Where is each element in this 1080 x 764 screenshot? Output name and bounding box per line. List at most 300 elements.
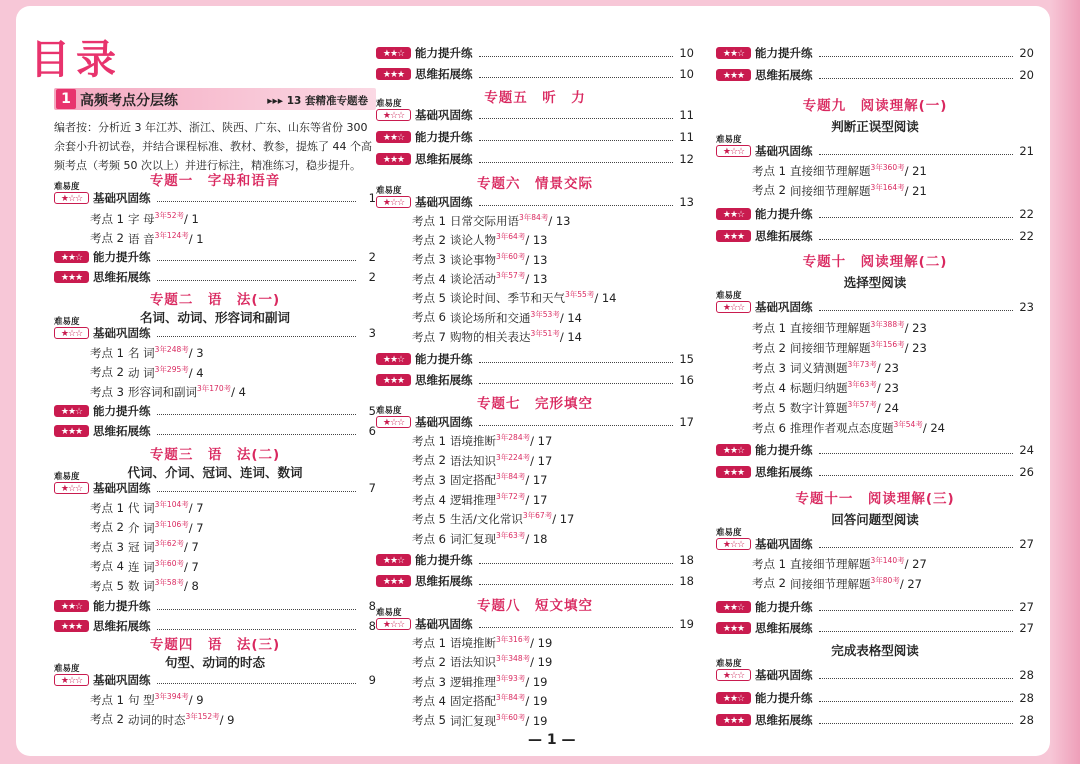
kp-title: 直接细节理解题 — [790, 556, 871, 571]
page-ref: 21 — [1019, 144, 1034, 158]
knowledge-point[interactable] — [412, 231, 548, 248]
dot-leader — [157, 434, 357, 435]
level-label: 思维拓展练 — [415, 574, 473, 588]
difficulty-stars: ★★★ — [376, 575, 411, 587]
banner-title: 高频考点分层练 — [80, 93, 178, 109]
dot-leader — [819, 78, 1014, 79]
kp-title: 语法知识 — [450, 453, 496, 468]
kp-title: 句 型 — [128, 692, 155, 707]
toc-entry[interactable] — [376, 106, 694, 124]
page-title: 目录 — [30, 37, 122, 83]
dot-leader — [479, 205, 674, 206]
difficulty-stars: ★☆☆ — [54, 482, 89, 494]
toc-entry[interactable] — [54, 671, 376, 689]
dot-leader — [819, 723, 1014, 724]
kp-number: 考点 3 — [412, 252, 446, 267]
toc-entry[interactable] — [716, 619, 1034, 637]
kp-page: / 23 — [876, 360, 899, 375]
kp-page: / 19 — [530, 655, 553, 670]
kp-page: / 23 — [876, 380, 899, 395]
kp-title: 代 词 — [128, 500, 155, 515]
kp-frequency: 3年388考 — [870, 320, 905, 329]
kp-title: 间接细节理解题 — [790, 340, 871, 355]
difficulty-stars: ★★★ — [376, 153, 411, 165]
topic-subtitle: 选择型阅读 — [843, 275, 907, 290]
toc-entry[interactable] — [376, 44, 694, 62]
toc-entry[interactable] — [54, 268, 376, 286]
toc-entry[interactable] — [716, 441, 1034, 459]
kp-number: 考点 1 — [412, 635, 446, 650]
difficulty-stars: ★☆☆ — [376, 416, 411, 428]
kp-page: / 21 — [904, 183, 927, 198]
kp-page: / 4 — [231, 384, 246, 399]
kp-number: 考点 7 — [412, 329, 446, 344]
kp-title: 直接细节理解题 — [790, 163, 871, 178]
level-label: 能力提升练 — [415, 46, 473, 60]
kp-number: 考点 3 — [90, 384, 124, 399]
kp-page: / 13 — [525, 271, 548, 286]
kp-page: / 21 — [904, 163, 927, 178]
kp-page: / 17 — [530, 453, 553, 468]
knowledge-point[interactable] — [90, 364, 204, 381]
kp-title: 日常交际用语 — [450, 213, 519, 228]
page-ref: 27 — [1019, 621, 1034, 635]
topic-heading: 专题九 阅读理解(一) — [802, 98, 948, 114]
kp-page: / 17 — [530, 433, 553, 448]
page-ref: 16 — [679, 373, 694, 387]
page-ref: 6 — [368, 424, 376, 438]
difficulty-stars: ★☆☆ — [716, 538, 751, 550]
kp-number: 考点 3 — [90, 539, 124, 554]
section-banner — [54, 88, 376, 110]
difficulty-stars: ★★★ — [716, 622, 751, 634]
kp-frequency: 3年84考 — [519, 213, 549, 222]
kp-title: 语 音 — [128, 231, 155, 246]
kp-number: 考点 5 — [412, 713, 446, 728]
toc-entry[interactable] — [376, 615, 694, 633]
knowledge-point[interactable] — [412, 510, 574, 527]
knowledge-point[interactable] — [90, 558, 199, 575]
level-label: 思维拓展练 — [755, 68, 813, 82]
knowledge-point[interactable] — [90, 577, 199, 594]
kp-title: 词汇复现 — [450, 531, 496, 546]
kp-title: 间接细节理解题 — [790, 576, 871, 591]
kp-number: 考点 2 — [752, 340, 786, 355]
level-label: 基础巩固练 — [415, 195, 473, 209]
knowledge-point[interactable] — [90, 344, 204, 361]
knowledge-point[interactable] — [412, 634, 552, 651]
kp-frequency: 3年67考 — [522, 511, 553, 521]
toc-entry[interactable] — [376, 551, 694, 569]
knowledge-point[interactable] — [752, 359, 899, 376]
level-label: 能力提升练 — [755, 691, 813, 705]
difficulty-stars: ★★☆ — [54, 405, 89, 417]
kp-title: 字 母 — [128, 211, 155, 226]
kp-frequency: 3年64考 — [496, 232, 526, 242]
toc-entry[interactable] — [376, 572, 694, 590]
knowledge-point[interactable] — [412, 653, 552, 670]
knowledge-point[interactable] — [752, 555, 927, 572]
knowledge-point[interactable] — [90, 691, 204, 708]
difficulty-stars: ★☆☆ — [716, 301, 751, 313]
knowledge-point[interactable] — [412, 491, 548, 508]
page-number: — 1 — — [528, 732, 576, 748]
knowledge-point[interactable] — [752, 399, 899, 416]
toc-entry[interactable] — [716, 666, 1034, 684]
difficulty-stars: ★★★ — [716, 714, 751, 726]
topic-heading: 专题一 字母和语音 — [149, 173, 281, 189]
dot-leader — [819, 453, 1014, 454]
knowledge-point[interactable] — [412, 328, 582, 345]
toc-entry[interactable] — [376, 128, 694, 146]
kp-title: 直接细节理解题 — [790, 320, 871, 335]
knowledge-point[interactable] — [752, 419, 945, 436]
kp-frequency: 3年55考 — [565, 290, 595, 300]
topic-subtitle: 回答问题型阅读 — [831, 512, 919, 527]
page-ref: 28 — [1019, 691, 1034, 705]
kp-number: 考点 1 — [90, 211, 124, 226]
knowledge-point[interactable] — [752, 339, 927, 356]
kp-frequency: 3年52考 — [154, 211, 184, 220]
kp-page: / 19 — [525, 694, 548, 709]
difficulty-stars: ★★★ — [54, 620, 89, 632]
level-label: 能力提升练 — [755, 207, 813, 221]
dot-leader — [157, 609, 357, 610]
knowledge-point[interactable] — [412, 673, 548, 690]
kp-page: / 14 — [559, 329, 582, 344]
knowledge-point[interactable] — [752, 182, 927, 199]
page-ref: 2 — [368, 250, 376, 264]
topic-subtitle: 代词、介词、冠词、连词、数词 — [127, 465, 303, 480]
page-ref: 12 — [679, 152, 694, 166]
knowledge-point[interactable] — [412, 692, 548, 709]
dot-leader — [479, 383, 674, 384]
kp-frequency: 3年316考 — [496, 635, 531, 644]
knowledge-point[interactable] — [752, 575, 922, 592]
kp-page: / 27 — [899, 576, 922, 591]
kp-number: 考点 1 — [752, 163, 786, 178]
kp-number: 考点 4 — [90, 559, 124, 574]
dot-leader — [819, 678, 1014, 679]
kp-title: 谈论事物 — [450, 252, 496, 267]
kp-number: 考点 4 — [752, 380, 786, 395]
kp-page: / 3 — [188, 345, 204, 360]
banner-subtitle: ▸▸▸ 13 套精准专题卷 — [267, 95, 368, 107]
topic-heading: 专题七 完形填空 — [477, 396, 593, 412]
kp-number: 考点 1 — [752, 320, 786, 335]
banner-number: 1 — [56, 89, 76, 109]
page-ref: 2 — [368, 270, 376, 284]
toc-entry[interactable] — [54, 597, 376, 615]
kp-title: 逻辑推理 — [450, 492, 496, 507]
knowledge-point[interactable] — [412, 212, 571, 229]
kp-frequency: 3年84考 — [496, 472, 526, 482]
kp-frequency: 3年57考 — [496, 270, 526, 280]
toc-entry[interactable] — [54, 479, 376, 497]
difficulty-stars: ★★☆ — [716, 47, 751, 59]
difficulty-stars: ★☆☆ — [54, 674, 89, 686]
difficulty-stars: ★☆☆ — [54, 192, 89, 204]
page-ref: 9 — [368, 673, 376, 687]
kp-number: 考点 2 — [412, 453, 446, 468]
kp-frequency: 3年106考 — [154, 519, 189, 529]
kp-number: 考点 1 — [412, 213, 446, 228]
dot-leader — [479, 56, 674, 57]
difficulty-stars: ★☆☆ — [376, 109, 411, 121]
toc-entry[interactable] — [376, 193, 694, 211]
kp-number: 考点 2 — [752, 576, 786, 591]
knowledge-point[interactable] — [412, 712, 548, 729]
kp-page: / 19 — [525, 674, 548, 689]
knowledge-point[interactable] — [90, 230, 204, 247]
level-label: 能力提升练 — [415, 352, 473, 366]
kp-title: 推理作者观点态度题 — [790, 420, 894, 435]
kp-number: 考点 5 — [412, 512, 446, 527]
knowledge-point[interactable] — [412, 452, 552, 469]
topic-subtitle: 名词、动词、形容词和副词 — [139, 310, 290, 325]
kp-number: 考点 1 — [90, 692, 124, 707]
difficulty-stars: ★★☆ — [376, 131, 411, 143]
level-label: 思维拓展练 — [755, 713, 813, 727]
toc-entry[interactable] — [716, 205, 1034, 223]
level-label: 基础巩固练 — [93, 191, 151, 205]
dot-leader — [157, 629, 357, 630]
kp-title: 词义猜测题 — [790, 360, 848, 375]
page-ref: 13 — [679, 195, 694, 209]
difficulty-label: 难易度 — [716, 528, 742, 538]
level-label: 基础巩固练 — [755, 144, 813, 158]
dot-leader — [479, 627, 674, 628]
level-label: 思维拓展练 — [755, 229, 813, 243]
kp-page: / 9 — [188, 692, 204, 707]
kp-frequency: 3年58考 — [154, 578, 184, 587]
page-ref: 27 — [1019, 537, 1034, 551]
difficulty-stars: ★★★ — [376, 68, 411, 80]
kp-title: 生活/文化常识 — [450, 512, 523, 527]
kp-frequency: 3年348考 — [496, 654, 531, 664]
kp-number: 考点 5 — [752, 400, 786, 415]
toc-entry[interactable] — [54, 324, 376, 342]
toc-entry[interactable] — [54, 189, 376, 207]
page-ref: 11 — [679, 130, 694, 144]
knowledge-point[interactable] — [412, 530, 548, 547]
dot-leader — [157, 491, 357, 492]
kp-frequency: 3年93考 — [496, 673, 526, 683]
kp-number: 考点 4 — [412, 271, 446, 286]
kp-frequency: 3年394考 — [154, 692, 189, 701]
kp-frequency: 3年63考 — [496, 531, 526, 540]
toc-entry[interactable] — [376, 150, 694, 168]
topic-heading: 专题五 听 力 — [484, 90, 586, 106]
kp-frequency: 3年140考 — [870, 556, 905, 565]
kp-number: 考点 3 — [412, 473, 446, 488]
kp-page: / 23 — [904, 340, 927, 355]
page-ref: 10 — [679, 46, 694, 60]
page-ref: 1 — [368, 191, 376, 205]
kp-number: 考点 1 — [90, 345, 124, 360]
toc-entry[interactable] — [716, 142, 1034, 160]
kp-page: / 24 — [876, 400, 899, 415]
kp-title: 固定搭配 — [450, 473, 496, 488]
knowledge-point[interactable] — [412, 289, 617, 306]
dot-leader — [479, 563, 674, 564]
toc-entry[interactable] — [716, 66, 1034, 84]
kp-page: / 19 — [530, 635, 553, 650]
kp-title: 动词的时态 — [128, 712, 186, 727]
knowledge-point[interactable] — [412, 432, 552, 449]
kp-title: 谈论活动 — [450, 271, 496, 286]
knowledge-point[interactable] — [90, 519, 204, 536]
page-ref: 8 — [368, 619, 376, 633]
dot-leader — [819, 154, 1014, 155]
difficulty-stars: ★★★ — [54, 425, 89, 437]
knowledge-point[interactable] — [412, 270, 548, 287]
level-label: 基础巩固练 — [93, 481, 151, 495]
toc-entry[interactable] — [716, 227, 1034, 245]
level-label: 能力提升练 — [755, 443, 813, 457]
toc-entry[interactable] — [716, 298, 1034, 316]
page-ref: 3 — [368, 326, 376, 340]
dot-leader — [819, 701, 1014, 702]
toc-entry[interactable] — [376, 65, 694, 83]
level-label: 思维拓展练 — [755, 621, 813, 635]
kp-frequency: 3年60考 — [496, 712, 526, 722]
dot-leader — [819, 631, 1014, 632]
kp-number: 考点 6 — [412, 531, 446, 546]
kp-frequency: 3年57考 — [847, 400, 877, 409]
kp-frequency: 3年360考 — [870, 163, 905, 172]
toc-entry[interactable] — [716, 711, 1034, 729]
difficulty-stars: ★★☆ — [54, 600, 89, 612]
difficulty-label: 难易度 — [54, 664, 80, 674]
toc-entry[interactable] — [376, 413, 694, 431]
knowledge-point[interactable] — [752, 319, 927, 336]
kp-frequency: 3年51考 — [530, 328, 560, 338]
difficulty-stars: ★★☆ — [716, 601, 751, 613]
page-ref: 19 — [679, 617, 694, 631]
kp-title: 语法知识 — [450, 655, 496, 670]
difficulty-label: 难易度 — [376, 406, 402, 416]
kp-title: 谈论场所和交通 — [450, 310, 531, 325]
knowledge-point[interactable] — [90, 499, 204, 516]
knowledge-point[interactable] — [90, 711, 234, 728]
knowledge-point[interactable] — [412, 471, 548, 488]
kp-number: 考点 2 — [412, 233, 446, 248]
dot-leader — [157, 336, 357, 337]
toc-entry[interactable] — [54, 402, 376, 420]
kp-page: / 7 — [183, 539, 199, 554]
kp-frequency: 3年80考 — [870, 575, 900, 585]
knowledge-point[interactable] — [90, 210, 199, 227]
toc-entry[interactable] — [716, 689, 1034, 707]
page-ref: 28 — [1019, 668, 1034, 682]
kp-page: / 4 — [188, 365, 204, 380]
kp-number: 考点 2 — [752, 183, 786, 198]
level-label: 基础巩固练 — [415, 415, 473, 429]
knowledge-point[interactable] — [90, 538, 199, 555]
kp-page: / 27 — [904, 556, 927, 571]
difficulty-stars: ★☆☆ — [54, 327, 89, 339]
knowledge-point[interactable] — [752, 379, 899, 396]
editor-note: 编者按：分析近 3 年江苏、浙江、陕西、广东、山东等省份 300 余套小升初试卷，并结合课程标准、教材、教参，提炼了 44 个高频考点（考频 50 次以上）并进行标注，精准练习，稳步提升。 — [54, 121, 372, 172]
toc-entry[interactable] — [716, 463, 1034, 481]
toc-entry[interactable] — [716, 535, 1034, 553]
kp-page: / 14 — [594, 291, 617, 306]
difficulty-stars: ★★☆ — [376, 554, 411, 566]
kp-frequency: 3年104考 — [154, 500, 189, 509]
kp-title: 冠 词 — [128, 539, 155, 554]
kp-title: 名 词 — [128, 345, 155, 360]
kp-frequency: 3年156考 — [870, 340, 905, 349]
level-label: 基础巩固练 — [755, 537, 813, 551]
difficulty-label: 难易度 — [376, 608, 402, 618]
kp-number: 考点 2 — [90, 712, 124, 727]
level-label: 能力提升练 — [415, 553, 473, 567]
knowledge-point[interactable] — [90, 383, 246, 400]
dot-leader — [819, 239, 1014, 240]
kp-number: 考点 2 — [412, 655, 446, 670]
kp-page: / 23 — [904, 320, 927, 335]
kp-number: 考点 2 — [90, 520, 124, 535]
difficulty-stars: ★★★ — [716, 69, 751, 81]
knowledge-point[interactable] — [752, 162, 927, 179]
topic-heading: 专题三 语 法(二) — [149, 447, 281, 463]
difficulty-stars: ★☆☆ — [376, 618, 411, 630]
kp-page: / 17 — [552, 512, 575, 527]
knowledge-point[interactable] — [412, 309, 582, 326]
topic-heading: 专题六 情景交际 — [477, 176, 593, 192]
dot-leader — [479, 162, 674, 163]
kp-page: / 17 — [525, 473, 548, 488]
difficulty-stars: ★★★ — [54, 271, 89, 283]
dot-leader — [819, 610, 1014, 611]
kp-frequency: 3年164考 — [870, 182, 905, 192]
toc-entry[interactable] — [716, 44, 1034, 62]
kp-number: 考点 5 — [90, 578, 124, 593]
page-ref: 18 — [679, 553, 694, 567]
page-ref: 24 — [1019, 443, 1034, 457]
kp-page: / 1 — [188, 231, 204, 246]
toc-entry[interactable] — [716, 598, 1034, 616]
kp-page: / 8 — [183, 578, 199, 593]
toc-entry[interactable] — [54, 422, 376, 440]
page-ref: 26 — [1019, 465, 1034, 479]
dot-leader — [479, 118, 674, 119]
page-ref: 23 — [1019, 300, 1034, 314]
kp-number: 考点 1 — [90, 500, 124, 515]
kp-title: 间接细节理解题 — [790, 183, 871, 198]
difficulty-label: 难易度 — [716, 135, 742, 145]
toc-entry[interactable] — [54, 248, 376, 266]
level-label: 思维拓展练 — [415, 152, 473, 166]
page-ref: 17 — [679, 415, 694, 429]
knowledge-point[interactable] — [412, 251, 548, 268]
kp-frequency: 3年54考 — [893, 420, 923, 429]
kp-page: / 7 — [183, 559, 199, 574]
toc-entry[interactable] — [376, 350, 694, 368]
dot-leader — [157, 280, 357, 281]
difficulty-stars: ★☆☆ — [376, 196, 411, 208]
kp-number: 考点 5 — [412, 291, 446, 306]
kp-frequency: 3年295考 — [154, 364, 189, 374]
page-ref: 7 — [368, 481, 376, 495]
kp-page: / 1 — [183, 211, 199, 226]
level-label: 能力提升练 — [755, 46, 813, 60]
kp-page: / 7 — [188, 500, 204, 515]
toc-entry[interactable] — [376, 371, 694, 389]
kp-page: / 14 — [559, 310, 582, 325]
kp-frequency: 3年63考 — [847, 380, 877, 389]
